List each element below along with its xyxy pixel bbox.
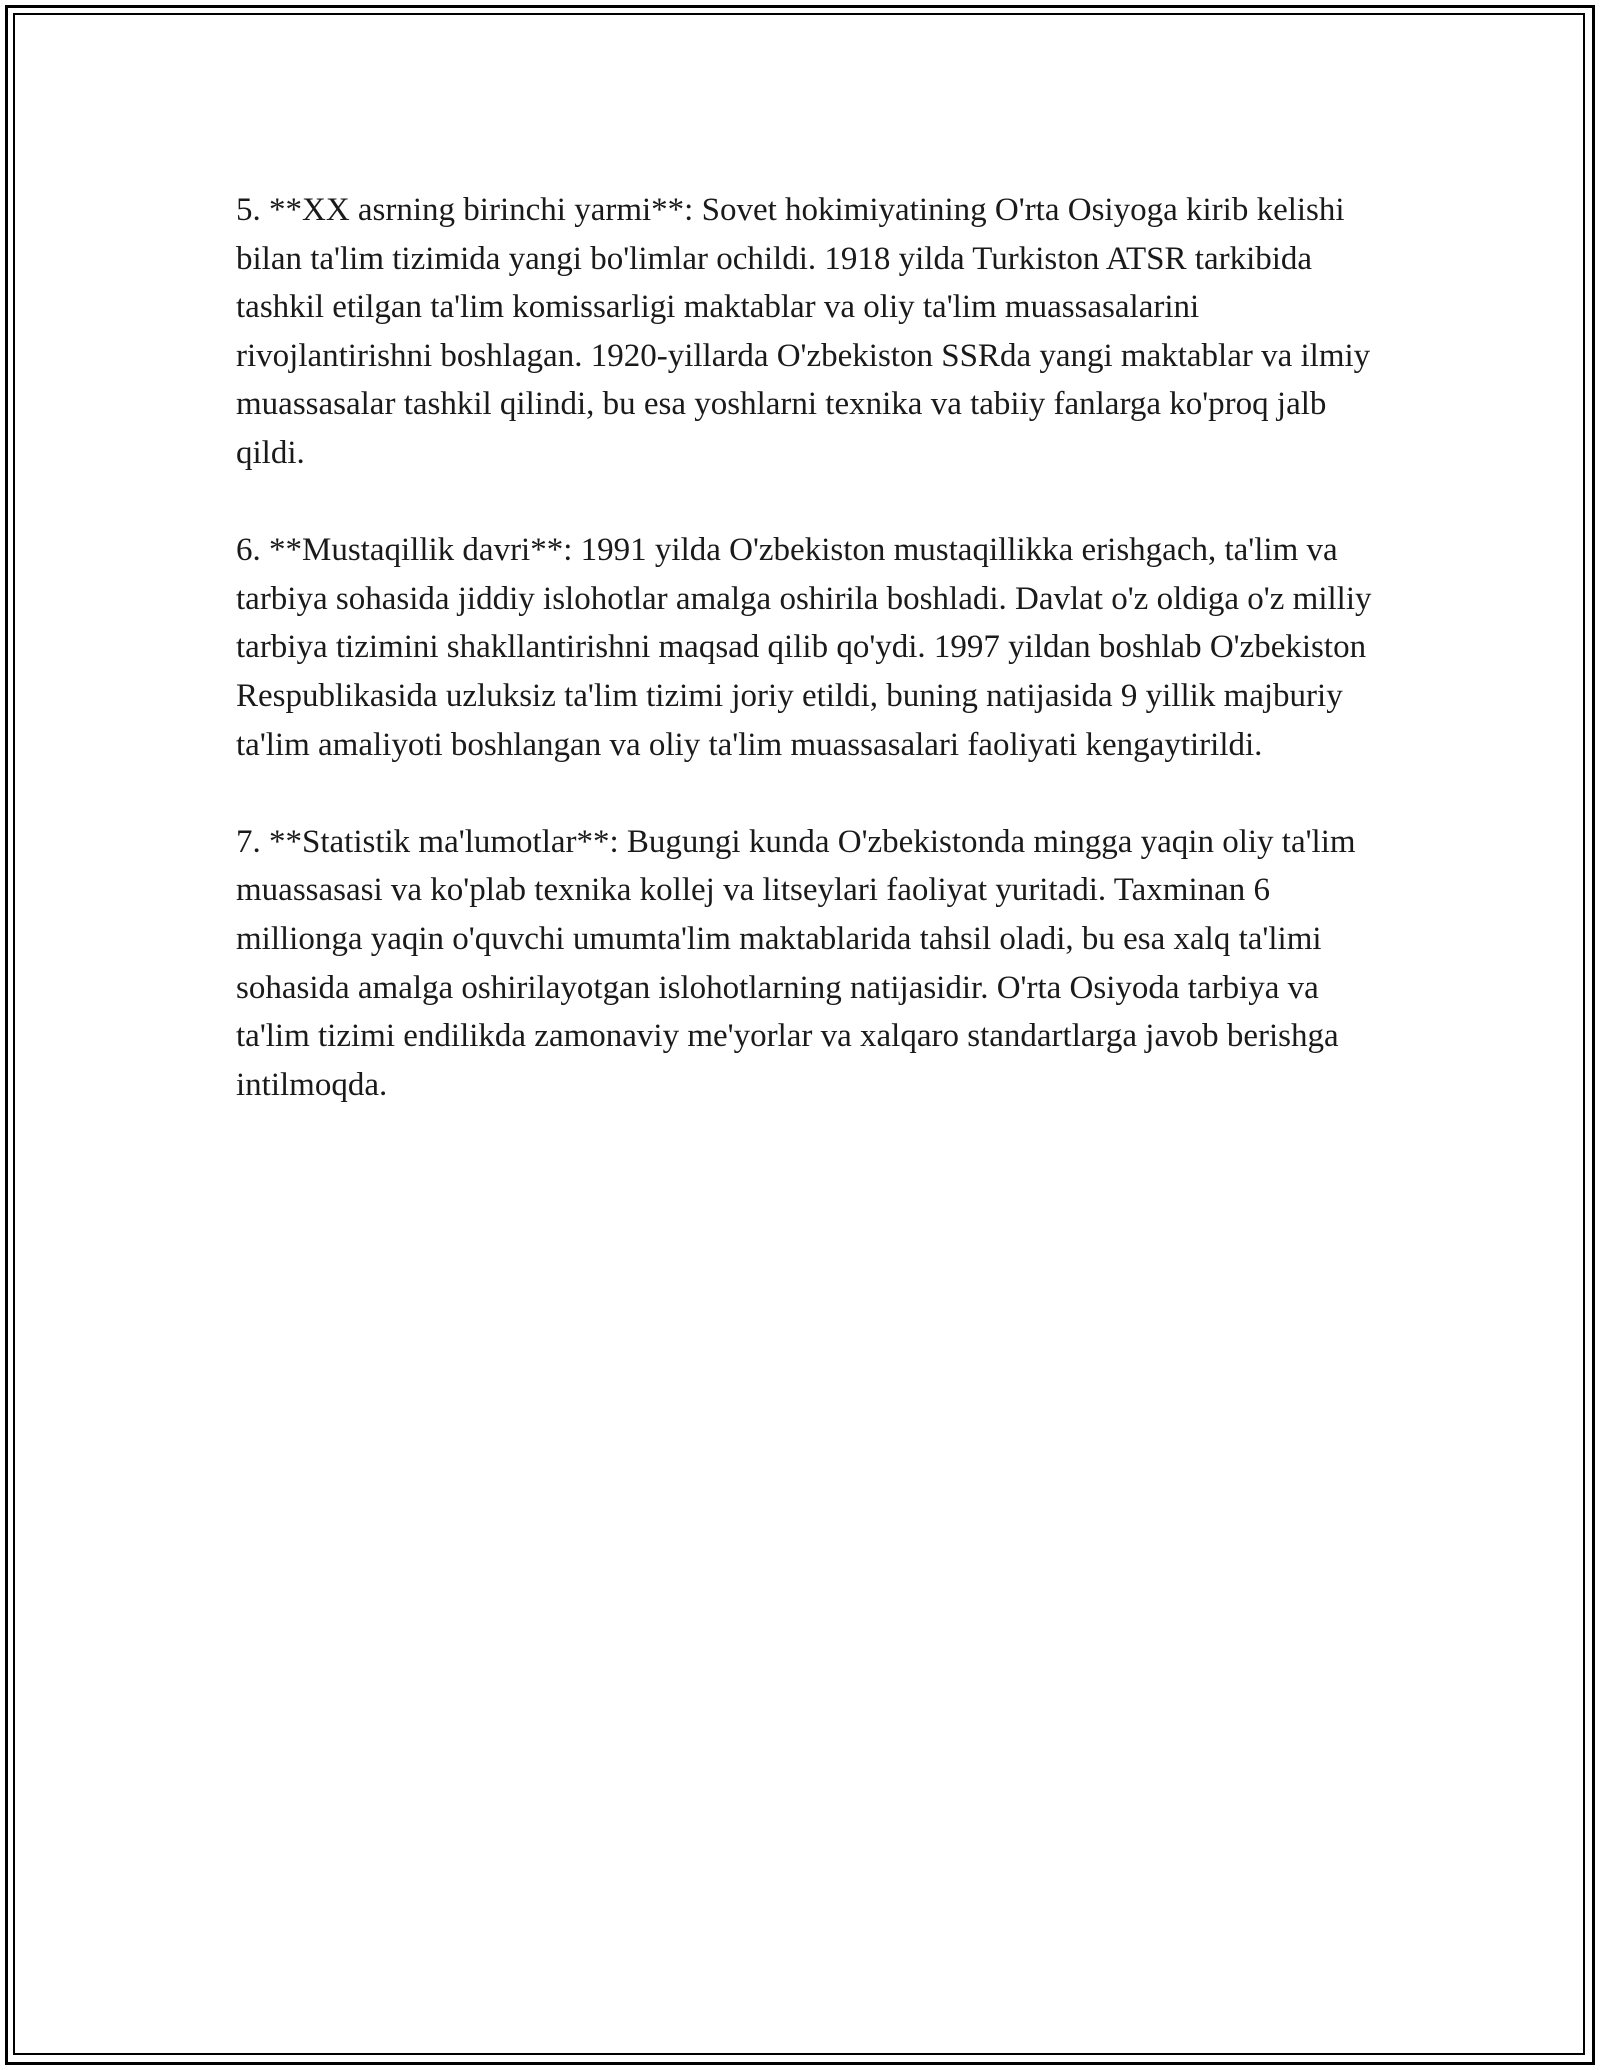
document-body: [236, 186, 1376, 1158]
paragraph-independence-period: 6. **Mustaqillik davri**: 1991 yilda O'zbekiston mustaqillikka erishgach, ta'lim va tarbiya sohasida jiddiy islohotlar amalga oshirila boshladi. Davlat o'z oldiga o'z milliy tarbiya tizimini shakllantirishni maqsad qilib qo'ydi. 1997 yildan boshlab O'zbekiston Respublikasida uzluksiz ta'lim tizimi joriy etildi, buning natijasida 9 yillik majburiy ta'lim amaliyoti boshlangan va oliy ta'lim muassasalari faoliyati kengaytirildi.: [236, 532, 1372, 763]
paragraph-xx-century: 5. **XX asrning birinchi yarmi**: Sovet hokimiyatining O'rta Osiyoga kirib kelishi bilan ta'lim tizimida yangi bo'limlar ochildi. 1918 yilda Turkiston ATSR tarkibida tashkil etilgan ta'lim komissarligi maktablar va oliy ta'lim muassasalarini rivojlantirishni boshlagan. 1920-yillarda O'zbekiston SSRda yangi maktablar va ilmiy muassasalar tashkil qilindi, bu esa yoshlarni texnika va tabiiy fanlarga ko'proq jalb qildi.: [236, 192, 1371, 471]
paragraph-statistics: 7. **Statistik ma'lumotlar**: Bugungi kunda O'zbekistonda mingga yaqin oliy ta'lim muassasasi va ko'plab texnika kollej va litseylari faoliyat yuritadi. Taxminan 6 millionga yaqin o'quvchi umumta'lim maktablarida tahsil oladi, bu esa xalq ta'limi sohasida amalga oshirilayotgan islohotlarning natijasidir. O'rta Osiyoda tarbiya va ta'lim tizimi endilikda zamonaviy me'yorlar va xalqaro standartlarga javob berishga intilmoqda.: [236, 823, 1356, 1103]
